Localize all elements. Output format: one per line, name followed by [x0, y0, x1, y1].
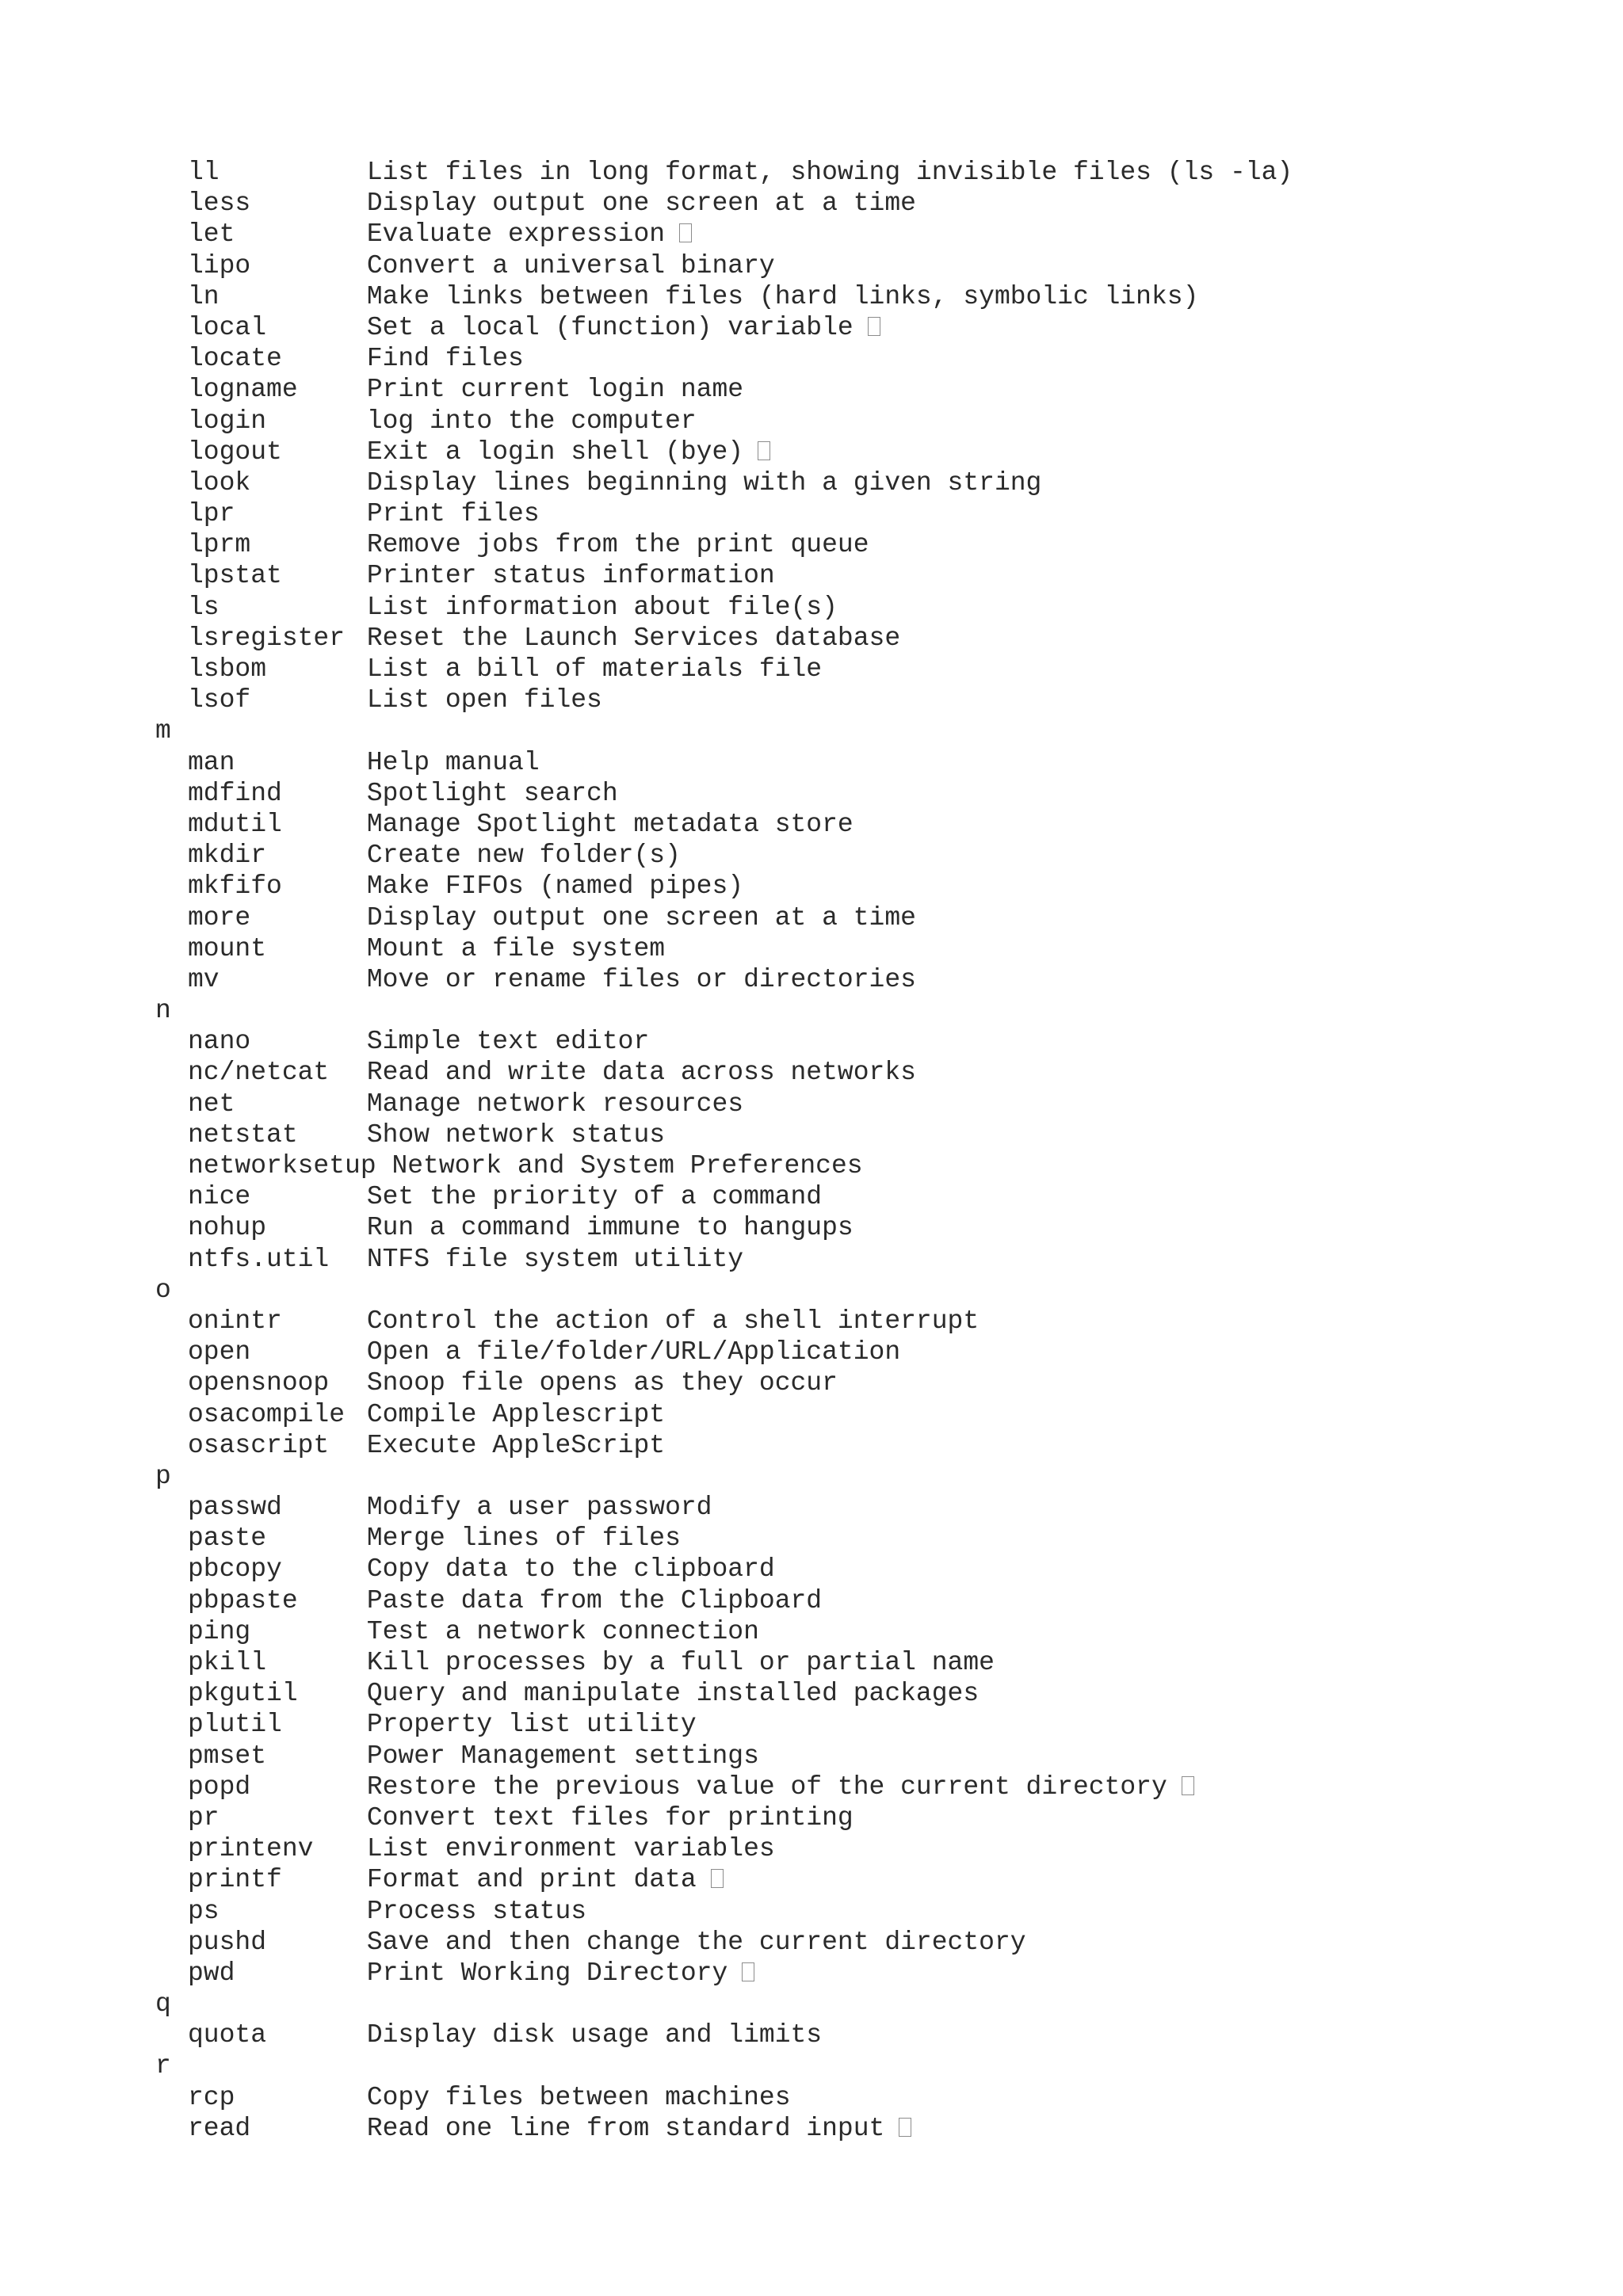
command-entry	[0, 1089, 1623, 1119]
command-description: Run a command immune to hangups	[366, 1213, 854, 1243]
command-description: Make links between files (hard links, symbolic links)	[366, 281, 1199, 311]
command-name: nc/netcat	[188, 1058, 330, 1088]
column-gap	[351, 219, 367, 249]
command-description: Show network status	[366, 1119, 666, 1150]
column-gap	[351, 654, 367, 684]
column-gap	[351, 965, 367, 994]
column-gap	[351, 871, 367, 901]
command-description: Help manual	[366, 747, 540, 777]
command-name: login	[188, 406, 267, 436]
command-entry	[0, 1181, 1623, 1212]
command-description: Modify a user password	[366, 1493, 712, 1523]
command-entry	[0, 1802, 1623, 1833]
column-gap	[351, 282, 367, 311]
command-name: lipo	[188, 250, 251, 280]
column-gap	[351, 1710, 367, 1739]
command-description: Create new folder(s)	[366, 841, 681, 871]
command-description: Printer status information	[366, 561, 775, 591]
command-description: Mount a file system	[366, 933, 666, 963]
command-description: Set the priority of a command	[366, 1182, 823, 1212]
column-gap	[351, 1337, 367, 1367]
section-letter-r: r	[155, 2051, 171, 2081]
command-description: Compile Applescript	[366, 1399, 666, 1429]
command-name: open	[188, 1337, 251, 1367]
command-name: pushd	[188, 1927, 267, 1957]
command-entry	[0, 498, 1623, 529]
column-gap	[351, 1089, 367, 1119]
column-gap	[351, 1524, 367, 1553]
column-gap	[351, 468, 367, 498]
command-entry	[0, 747, 1623, 778]
column-gap	[376, 1151, 392, 1180]
command-name: lprm	[188, 530, 251, 560]
column-gap	[351, 1679, 367, 1708]
command-description: Remove jobs from the print queue	[366, 530, 869, 560]
command-name: net	[188, 1089, 235, 1119]
column-gap	[351, 406, 367, 436]
command-description: Merge lines of files	[366, 1524, 681, 1554]
column-gap	[351, 189, 367, 218]
command-description: log into the computer	[366, 406, 697, 436]
command-name: locate	[188, 344, 282, 374]
column-gap	[351, 1493, 367, 1522]
command-name: ls	[188, 592, 220, 622]
command-description: Print files	[366, 499, 540, 529]
section-letter-m: m	[155, 716, 171, 746]
column-gap	[351, 593, 367, 622]
command-name: onintr	[188, 1306, 282, 1336]
command-name: plutil	[188, 1710, 282, 1740]
command-name: let	[188, 219, 235, 250]
command-entry	[0, 933, 1623, 964]
command-entry	[0, 592, 1623, 623]
command-description: Display output one screen at a time	[366, 189, 916, 219]
column-gap	[351, 437, 367, 467]
command-name: read	[188, 2113, 251, 2143]
command-entry	[0, 1430, 1623, 1461]
column-gap	[351, 1182, 367, 1211]
column-gap	[351, 903, 367, 933]
command-name: ping	[188, 1616, 251, 1646]
command-entry	[0, 1927, 1623, 1958]
column-gap	[351, 1306, 367, 1336]
command-entry	[0, 1554, 1623, 1585]
column-gap	[351, 158, 367, 187]
command-entry	[0, 1492, 1623, 1523]
command-entry	[0, 685, 1623, 715]
command-entry	[0, 1244, 1623, 1275]
column-gap	[351, 1834, 367, 1863]
command-name: pr	[188, 1802, 220, 1833]
command-entry	[0, 902, 1623, 933]
command-description: Test a network connection	[366, 1616, 759, 1646]
command-name: pkill	[188, 1648, 267, 1677]
column-gap	[351, 344, 367, 373]
command-description: Copy data to the clipboard	[366, 1554, 775, 1585]
column-gap	[351, 1400, 367, 1429]
section-letter-n: n	[155, 996, 171, 1026]
command-name: networksetup	[188, 1151, 376, 1180]
command-entry	[0, 2082, 1623, 2113]
command-entry	[0, 1864, 1623, 1895]
command-name: printenv	[188, 1834, 314, 1864]
column-gap	[351, 530, 367, 559]
command-entry	[0, 1212, 1623, 1243]
command-description: Display disk usage and limits	[366, 2020, 823, 2050]
command-name: ntfs.util	[188, 1244, 330, 1274]
column-gap	[351, 748, 367, 777]
command-description: Read one line from standard input	[366, 2113, 885, 2143]
column-gap	[351, 1431, 367, 1460]
command-entry	[0, 1399, 1623, 1430]
command-entry	[0, 1647, 1623, 1678]
command-entry	[0, 871, 1623, 902]
command-name: pkgutil	[188, 1679, 298, 1709]
command-entry	[0, 1057, 1623, 1088]
command-name: logname	[188, 375, 298, 405]
command-description: Exit a login shell (bye)	[366, 437, 744, 467]
command-name: ll	[188, 158, 220, 187]
column-gap	[351, 1928, 367, 1957]
command-name: mount	[188, 933, 267, 963]
command-entry	[0, 188, 1623, 219]
command-name: nano	[188, 1027, 251, 1057]
command-entry	[0, 157, 1623, 188]
column-gap	[351, 1120, 367, 1150]
column-gap	[351, 251, 367, 280]
column-gap	[351, 375, 367, 404]
command-name: netstat	[188, 1119, 298, 1150]
column-gap	[351, 1803, 367, 1833]
command-entry	[0, 1833, 1623, 1864]
command-name: printf	[188, 1865, 282, 1895]
command-description: NTFS file system utility	[366, 1244, 744, 1274]
command-entry	[0, 529, 1623, 560]
command-entry	[0, 1306, 1623, 1337]
command-entry	[0, 654, 1623, 685]
command-description: Manage Spotlight metadata store	[366, 809, 854, 839]
command-description: Simple text editor	[366, 1027, 650, 1057]
command-name: pbpaste	[188, 1585, 298, 1615]
command-reference-document	[0, 157, 1623, 2144]
column-gap	[351, 685, 367, 715]
column-gap	[351, 1027, 367, 1056]
command-description: List information about file(s)	[366, 592, 838, 622]
command-description: Print current login name	[366, 375, 744, 405]
command-entry	[0, 1119, 1623, 1150]
command-description: Print Working Directory	[366, 1958, 728, 1988]
command-description: Kill processes by a full or partial name	[366, 1648, 995, 1677]
command-description: Restore the previous value of the current directory	[366, 1772, 1167, 1802]
command-entry	[0, 840, 1623, 871]
command-name: man	[188, 747, 235, 777]
column-gap	[351, 1213, 367, 1242]
command-description: Convert a universal binary	[366, 250, 775, 280]
command-entry	[0, 467, 1623, 498]
column-gap	[351, 1245, 367, 1274]
command-description: Find files	[366, 344, 524, 374]
column-gap	[351, 313, 367, 342]
command-description: Control the action of a shell interrupt	[366, 1306, 980, 1336]
command-description: Process status	[366, 1896, 587, 1926]
column-gap	[351, 624, 367, 653]
command-name: mdutil	[188, 809, 282, 839]
command-name: look	[188, 467, 251, 498]
command-entry	[0, 312, 1623, 343]
builtin-marker-icon	[758, 441, 770, 460]
column-gap	[351, 810, 367, 839]
builtin-marker-icon	[868, 317, 880, 336]
command-description: List files in long format, showing invisible files (ls -la)	[366, 158, 1293, 187]
command-entry	[0, 1026, 1623, 1057]
command-name: mkfifo	[188, 871, 282, 902]
command-description: Make FIFOs (named pipes)	[366, 871, 744, 902]
command-entry	[0, 2019, 1623, 2050]
column-gap	[351, 2083, 367, 2112]
section-letter-q: q	[155, 1989, 171, 2019]
column-gap	[351, 1772, 367, 1802]
command-description: List open files	[366, 685, 602, 715]
command-entry	[0, 964, 1623, 995]
column-gap	[351, 2020, 367, 2050]
command-name: more	[188, 902, 251, 933]
command-description: Display lines beginning with a given string	[366, 467, 1042, 498]
column-gap	[351, 1617, 367, 1646]
column-gap	[351, 1865, 367, 1894]
command-name: opensnoop	[188, 1368, 330, 1398]
command-name: rcp	[188, 2082, 235, 2112]
command-entry	[0, 406, 1623, 437]
command-entry	[0, 1337, 1623, 1367]
column-gap	[351, 1741, 367, 1771]
command-description: Spotlight search	[366, 778, 618, 808]
command-name: pwd	[188, 1958, 235, 1988]
command-description: Snoop file opens as they occur	[366, 1368, 838, 1398]
command-entry	[0, 1958, 1623, 1989]
command-entry	[0, 1772, 1623, 1802]
column-gap	[351, 2114, 367, 2143]
command-name: local	[188, 312, 267, 342]
command-name: lsregister	[188, 623, 346, 653]
command-entry	[0, 623, 1623, 654]
command-name: lpr	[188, 499, 235, 529]
command-entry	[0, 1367, 1623, 1398]
section-letter-o: o	[155, 1275, 171, 1305]
command-name: lsof	[188, 685, 251, 715]
command-description: Set a local (function) variable	[366, 312, 854, 342]
command-entry	[0, 281, 1623, 312]
builtin-marker-icon	[742, 1962, 754, 1981]
command-name: paste	[188, 1524, 267, 1554]
column-gap	[351, 1897, 367, 1926]
command-description: Save and then change the current directory	[366, 1927, 1026, 1957]
command-description: Read and write data across networks	[366, 1058, 916, 1088]
column-gap	[351, 561, 367, 590]
command-entry	[0, 1616, 1623, 1647]
command-entry	[0, 778, 1623, 809]
command-description: Copy files between machines	[366, 2082, 791, 2112]
command-description: Display output one screen at a time	[366, 902, 916, 933]
command-description: Property list utility	[366, 1710, 697, 1740]
command-description: Open a file/folder/URL/Application	[366, 1337, 901, 1367]
builtin-marker-icon	[711, 1869, 724, 1888]
column-gap	[351, 1648, 367, 1677]
command-description: Reset the Launch Services database	[366, 623, 901, 653]
command-name: ps	[188, 1896, 220, 1926]
command-name: passwd	[188, 1493, 282, 1523]
column-gap	[351, 1368, 367, 1398]
command-name: nohup	[188, 1213, 267, 1243]
command-entry	[0, 219, 1623, 250]
command-name: mv	[188, 964, 220, 994]
command-entry	[0, 374, 1623, 405]
command-description: Power Management settings	[366, 1741, 759, 1771]
command-name: lsbom	[188, 654, 267, 684]
command-description: Query and manipulate installed packages	[366, 1679, 980, 1709]
command-description: Paste data from the Clipboard	[366, 1585, 823, 1615]
command-name: osascript	[188, 1430, 330, 1460]
command-description: List a bill of materials file	[366, 654, 823, 684]
command-name: mkdir	[188, 841, 267, 871]
column-gap	[351, 499, 367, 528]
command-entry	[0, 1896, 1623, 1927]
command-description: Convert text files for printing	[366, 1802, 854, 1833]
column-gap	[351, 1058, 367, 1087]
command-name: logout	[188, 437, 282, 467]
column-gap	[351, 779, 367, 808]
command-name: quota	[188, 2020, 267, 2050]
command-entry	[0, 1741, 1623, 1772]
command-description: Network and System Preferences	[391, 1151, 863, 1180]
command-description: Manage network resources	[366, 1089, 744, 1119]
command-description: Move or rename files or directories	[366, 964, 916, 994]
command-entry	[0, 250, 1623, 281]
builtin-marker-icon	[679, 223, 692, 242]
column-gap	[351, 1554, 367, 1584]
column-gap	[351, 1586, 367, 1615]
command-name: less	[188, 189, 251, 219]
builtin-marker-icon	[1182, 1776, 1194, 1795]
command-description: Execute AppleScript	[366, 1430, 666, 1460]
command-name: pmset	[188, 1741, 267, 1771]
command-name: pbcopy	[188, 1554, 282, 1585]
command-entry	[0, 2113, 1623, 2144]
command-name: osacompile	[188, 1399, 346, 1429]
command-description: Evaluate expression	[366, 219, 666, 250]
section-letter-p: p	[155, 1461, 171, 1491]
command-name: lpstat	[188, 561, 282, 591]
command-entry	[0, 809, 1623, 840]
column-gap	[351, 1958, 367, 1988]
command-entry	[0, 1585, 1623, 1616]
command-entry	[0, 560, 1623, 591]
command-name: ln	[188, 281, 220, 311]
column-gap	[351, 841, 367, 870]
command-entry	[0, 437, 1623, 467]
command-entry	[0, 343, 1623, 374]
column-gap	[351, 934, 367, 963]
command-description: List environment variables	[366, 1834, 775, 1864]
command-name: mdfind	[188, 778, 282, 808]
command-entry	[0, 1523, 1623, 1554]
command-entry	[0, 1150, 1623, 1181]
command-entry	[0, 1678, 1623, 1709]
command-entry	[0, 1709, 1623, 1740]
command-description: Format and print data	[366, 1865, 697, 1895]
builtin-marker-icon	[899, 2118, 911, 2137]
command-name: popd	[188, 1772, 251, 1802]
command-name: nice	[188, 1182, 251, 1212]
